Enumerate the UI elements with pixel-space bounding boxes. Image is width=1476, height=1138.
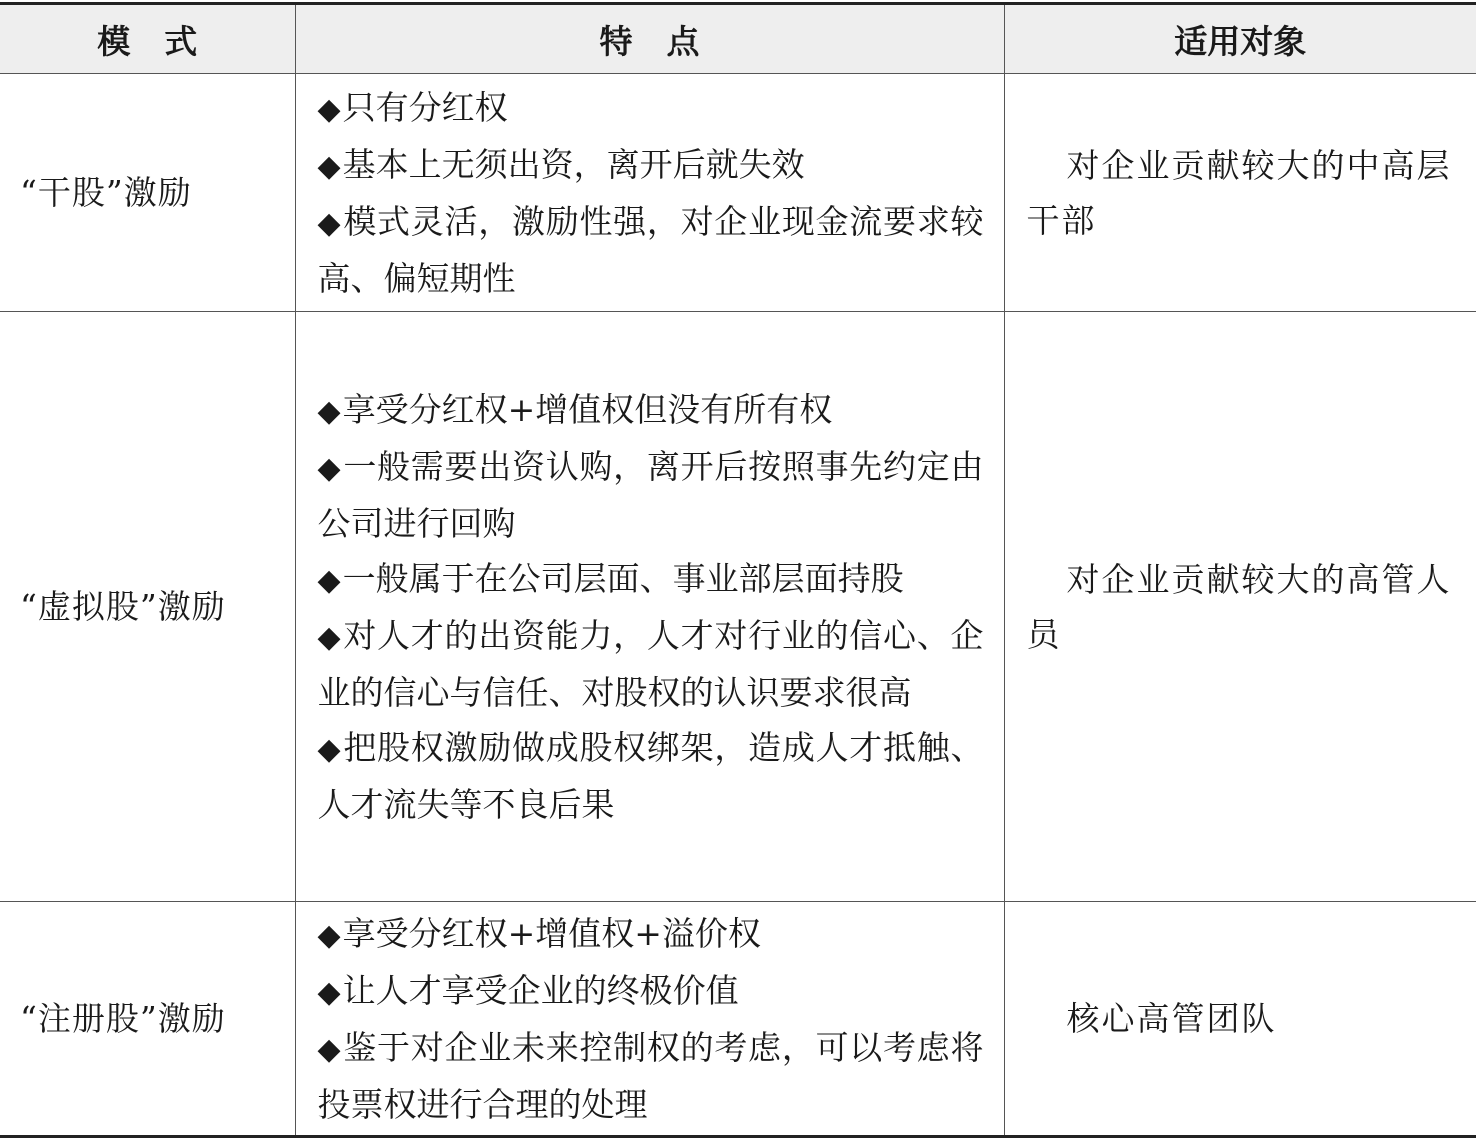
target-cell: 核心高管团队 (1004, 902, 1476, 1137)
diamond-bullet-icon: ◆ (317, 148, 341, 184)
feature-cell (295, 312, 1004, 902)
diamond-bullet-icon: ◆ (317, 974, 341, 1010)
feature-text: 模式灵活，激励性强，对企业现金流要求较高、偏短期性 (317, 201, 984, 298)
target-cell: 对企业贡献较大的中高层干部 (1004, 74, 1476, 312)
feature-item (318, 963, 984, 1020)
table-body (0, 74, 1476, 1137)
feature-cell (295, 74, 1004, 312)
feature-text: 一般属于在公司层面、事业部层面持股 (342, 558, 904, 598)
feature-item (318, 608, 984, 720)
feature-text: 把股权激励做成股权绑架，造成人才抵触、人才流失等不良后果 (317, 727, 984, 824)
diamond-bullet-icon: ◆ (317, 917, 341, 953)
incentive-mode-table (0, 2, 1476, 1138)
feature-item (318, 720, 984, 832)
feature-item (318, 137, 984, 194)
mode-cell: “干股”激励 (0, 74, 295, 312)
feature-text: 基本上无须出资，离开后就失效 (342, 144, 805, 184)
feature-item (318, 906, 984, 963)
feature-item (318, 382, 984, 439)
feature-text: 享受分红权+增值权+溢价权 (342, 913, 761, 953)
diamond-bullet-icon: ◆ (317, 619, 342, 655)
table-row (0, 74, 1476, 312)
header-features: 特点 (295, 4, 1004, 74)
diamond-bullet-icon: ◆ (317, 731, 342, 767)
feature-item (318, 1020, 984, 1132)
table-row (0, 902, 1476, 1137)
feature-text: 让人才享受企业的终极价值 (342, 970, 739, 1010)
feature-cell (295, 902, 1004, 1137)
header-row (0, 4, 1476, 74)
feature-item (318, 80, 984, 137)
target-cell: 对企业贡献较大的高管人员 (1004, 312, 1476, 902)
feature-item (318, 194, 984, 306)
feature-item (318, 551, 984, 608)
feature-item (318, 439, 984, 551)
diamond-bullet-icon: ◆ (317, 1031, 342, 1067)
table-header (0, 4, 1476, 74)
header-target: 适用对象 (1004, 4, 1476, 74)
mode-cell: “注册股”激励 (0, 902, 295, 1137)
diamond-bullet-icon: ◆ (317, 450, 342, 486)
diamond-bullet-icon: ◆ (317, 205, 342, 241)
diamond-bullet-icon: ◆ (317, 562, 341, 598)
feature-text: 只有分红权 (342, 87, 508, 127)
diamond-bullet-icon: ◆ (317, 393, 341, 429)
feature-text: 享受分红权+增值权但没有所有权 (342, 389, 833, 429)
feature-text: 鉴于对企业未来控制权的考虑，可以考虑将投票权进行合理的处理 (317, 1027, 984, 1124)
header-mode: 模式 (0, 4, 295, 74)
feature-text: 一般需要出资认购，离开后按照事先约定由公司进行回购 (317, 446, 984, 543)
feature-text: 对人才的出资能力，人才对行业的信心、企业的信心与信任、对股权的认识要求很高 (317, 615, 984, 712)
diamond-bullet-icon: ◆ (317, 91, 341, 127)
mode-cell: “虚拟股”激励 (0, 312, 295, 902)
table-row (0, 312, 1476, 902)
